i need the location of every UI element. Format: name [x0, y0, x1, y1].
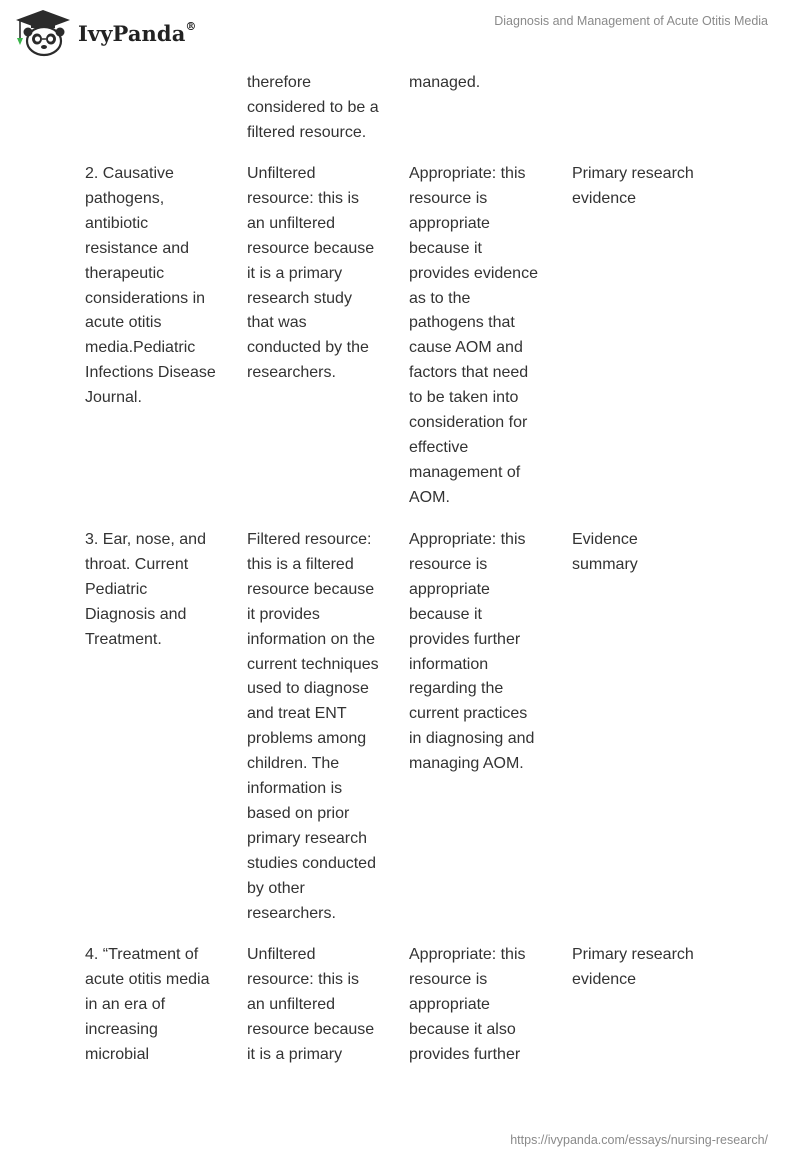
table-cell: 2. Causative pathogens, antibiotic resistance and therapeutic considerations in acute otitis media.Pediatric Infections Disease Journal. [85, 165, 216, 407]
document-title: Diagnosis and Management of Acute Otitis Media [494, 14, 768, 28]
panda-graduate-icon [14, 8, 72, 58]
table-cell: Evidence summary [572, 531, 638, 573]
table-cell: Unfiltered resource: this is an unfiltered resource because it is a primary research study that was conducted by the researchers. [247, 165, 375, 382]
ivypanda-logo[interactable] [14, 8, 197, 58]
table-cell: Unfiltered resource: this is an unfiltered resource because it is a primary [247, 946, 375, 1063]
table-cell: Primary research evidence [572, 946, 694, 988]
table-cell: managed. [409, 74, 481, 91]
table-cell: Appropriate: this resource is appropriate because it provides further information regarding the current practices in diagnosing and managing AOM. [409, 531, 535, 773]
table-cell: Appropriate: this resource is appropriate because it also provides further [409, 946, 526, 1063]
brand-name: IvyPanda® [78, 19, 197, 46]
table-cell: Appropriate: this resource is appropriate because it provides evidence as to the pathogens that cause AOM and factors that need to be taken into consideration for effective management of AOM. [409, 165, 538, 506]
source-url[interactable]: https://ivypanda.com/essays/nursing-research/ [510, 1133, 768, 1147]
table-cell: 4. “Treatment of acute otitis media in an era of increasing microbial [85, 946, 210, 1063]
table-cell: 3. Ear, nose, and throat. Current Pediatric Diagnosis and Treatment. [85, 531, 206, 648]
page-header [0, 0, 800, 70]
table-cell: Filtered resource: this is a filtered resource because it provides information on the current techniques used to diagnose and treat ENT problems among children. The information is based on prior primary research studies conducted by other researchers. [247, 531, 379, 922]
table-cell: therefore considered to be a filtered resource. [247, 74, 379, 141]
table-cell: Primary research evidence [572, 165, 694, 207]
registered-mark: ® [185, 19, 197, 33]
